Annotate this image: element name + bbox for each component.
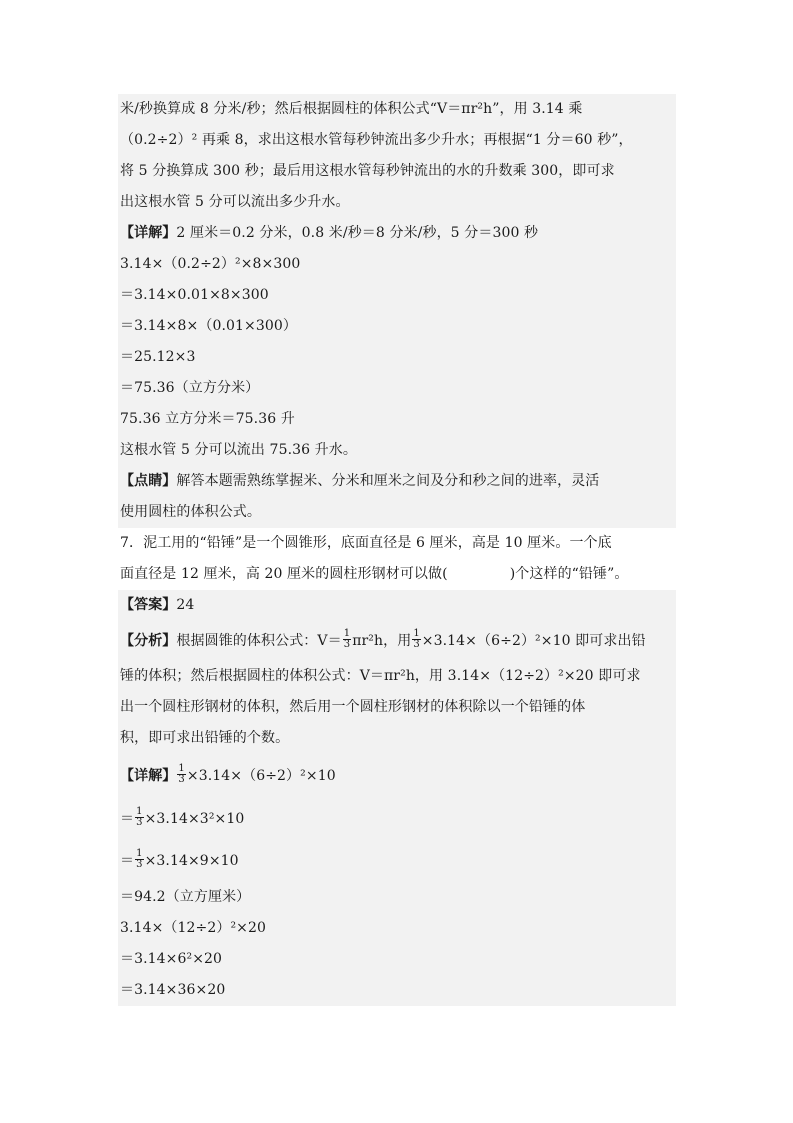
answer-line	[118, 590, 676, 621]
answer-tag: 【答案】	[120, 597, 177, 613]
fraction-one-third: $\frac{1}{3}$	[343, 627, 351, 650]
analysis-tag: 【分析】	[120, 633, 177, 649]
conclusion-line: 这根水管 5 分可以流出 75.36 升水。	[118, 435, 676, 466]
detail-2-line-3: ＝ $\frac{1}{3}$ ×3.14×9×10	[118, 840, 676, 882]
detail-2-line-6: ＝3.14×6²×20	[118, 944, 676, 975]
fraction-one-third: $\frac{1}{3}$	[136, 847, 143, 870]
text-line: （0.2÷2）² 再乘 8，求出这根水管每秒钟流出多少升水；再根据“1 分＝60 秒”，	[118, 125, 676, 156]
text-line: 米/秒换算成 8 分米/秒；然后根据圆柱的体积公式“V＝πr²h”，用 3.14 乘	[118, 94, 676, 125]
detail-heading-line: 【详解】2 厘米＝0.2 分米，0.8 米/秒＝8 分米/秒，5 分＝300 秒	[118, 218, 676, 249]
tip-tag: 【点睛】	[120, 473, 177, 489]
detail-2-line-4: ＝94.2（立方厘米）	[118, 882, 676, 913]
fraction-one-third: $\frac{1}{3}$	[136, 805, 143, 828]
fraction-one-third: $\frac{1}{3}$	[178, 762, 185, 785]
analysis-line-4: 积，即可求出铅锤的个数。	[118, 723, 676, 754]
calc-line: ＝25.12×3	[118, 342, 676, 373]
question-7-line-2: 面直径是 12 厘米，高 20 厘米的圆柱形钢材可以做( )个这样的“铅锤”。	[120, 566, 629, 582]
detail-2-line-2: ＝ $\frac{1}{3}$ ×3.14×3²×10	[118, 798, 676, 840]
detail-2-line-1: 【详解】 $\frac{1}{3}$ ×3.14×（6÷2）²×10	[118, 754, 676, 798]
text-line: 将 5 分换算成 300 秒；最后用这根水管每秒钟流出的水的升数乘 300，即可求	[118, 156, 676, 187]
calc-line: ＝3.14×0.01×8×300	[118, 280, 676, 311]
calc-line: 75.36 立方分米＝75.36 升	[118, 404, 676, 435]
analysis-line-2: 锤的体积；然后根据圆柱的体积公式：V＝πr²h，用 3.14×（12÷2）²×20 即可求	[118, 661, 676, 692]
solution-content	[118, 94, 676, 1006]
calc-line: 3.14×（0.2÷2）²×8×300	[118, 249, 676, 280]
answer-value: 24	[176, 597, 195, 613]
tip-heading-line: 【点睛】解答本题需熟练掌握米、分米和厘米之间及分和秒之间的进率，灵活	[118, 466, 676, 497]
analysis-line-1: 【分析】根据圆锥的体积公式：V＝ $\frac{1}{3}$ πr²h，用 $\frac{1}{3}$ ×3.14×（6÷2）²×10 即可求出铅	[118, 621, 676, 661]
analysis-line-3: 出一个圆柱形钢材的体积，然后用一个圆柱形钢材的体积除以一个铅锤的体	[118, 692, 676, 723]
calc-line: ＝3.14×8×（0.01×300）	[118, 311, 676, 342]
detail-tag: 【详解】	[120, 768, 177, 784]
fraction-one-third: $\frac{1}{3}$	[413, 627, 420, 650]
detail-tag: 【详解】	[120, 225, 177, 241]
question-7-line-1: 7．泥工用的“铅锤”是一个圆锥形，底面直径是 6 厘米，高是 10 厘米。一个底	[120, 535, 612, 551]
text-line: 使用圆柱的体积公式。	[118, 497, 676, 528]
detail-2-line-5: 3.14×（12÷2）²×20	[118, 913, 676, 944]
text-line: 出这根水管 5 分可以流出多少升水。	[118, 187, 676, 218]
calc-line: ＝75.36（立方分米）	[118, 373, 676, 404]
detail-2-line-7: ＝3.14×36×20	[118, 975, 676, 1006]
